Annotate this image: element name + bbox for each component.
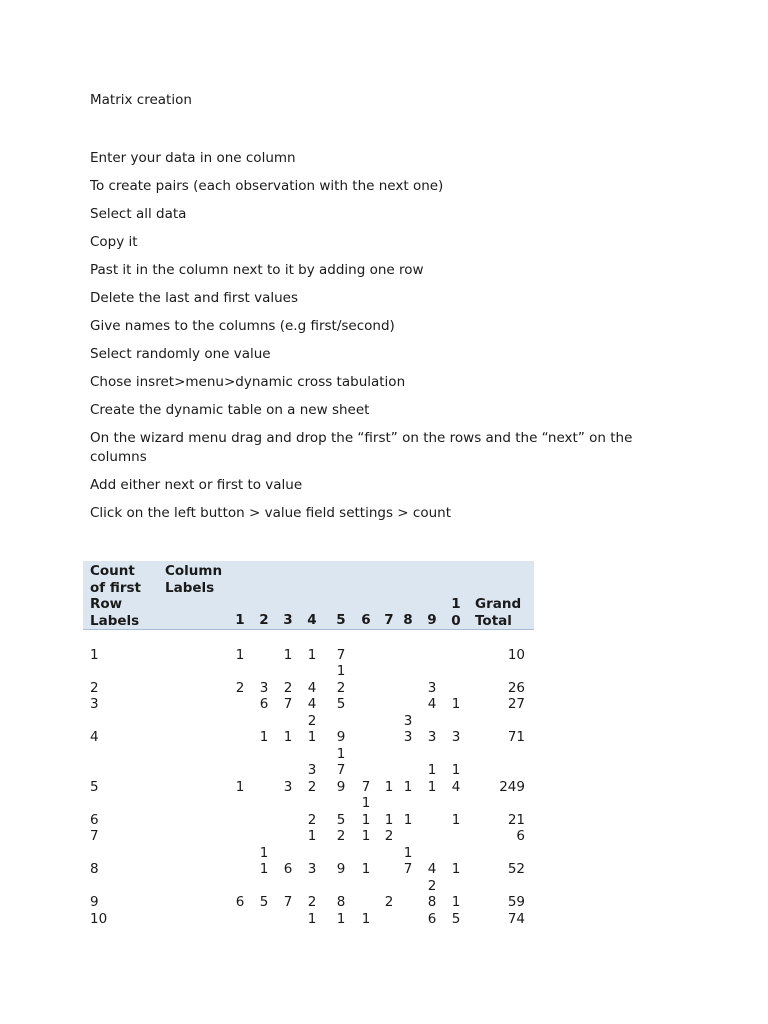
- table-cell: 2: [384, 894, 394, 910]
- grand-total-cell: 6: [516, 828, 525, 844]
- pivot-table: [83, 561, 534, 927]
- table-cell: 2: [427, 877, 437, 894]
- table-row: [83, 729, 534, 746]
- instruction-step: Delete the last and first values: [90, 290, 299, 306]
- grand-total-cell: 10: [507, 646, 525, 663]
- row-label: 8: [90, 861, 99, 877]
- table-row: [83, 680, 534, 697]
- table-cell: 6: [427, 910, 437, 927]
- table-row: [83, 911, 534, 928]
- table-cell: 3: [307, 762, 317, 778]
- table-cell: 7: [283, 894, 293, 910]
- table-cell: 5: [336, 811, 346, 828]
- instruction-step: Copy it: [90, 234, 138, 250]
- table-cell: 7: [336, 646, 346, 663]
- instruction-step: Select all data: [90, 206, 187, 222]
- row-label: 2: [90, 679, 99, 696]
- column-header: 8: [403, 612, 413, 628]
- column-header: 5: [336, 612, 346, 628]
- column-header: 6: [361, 612, 371, 628]
- table-cell: 5: [336, 696, 346, 712]
- table-cell: 2: [235, 679, 245, 696]
- column-header: 3: [283, 612, 293, 628]
- pivot-table-header: [83, 561, 534, 630]
- table-cell: 5: [259, 894, 269, 910]
- table-cell: 2: [384, 828, 394, 844]
- table-cell: 9: [336, 778, 346, 795]
- table-cell: 1: [361, 811, 371, 828]
- table-row: [83, 845, 534, 862]
- instruction-step: To create pairs (each observation with the next one): [90, 178, 444, 194]
- table-cell: 6: [283, 861, 293, 877]
- table-row: [83, 894, 534, 911]
- table-cell: 2: [336, 679, 346, 696]
- table-cell: 2: [307, 712, 317, 729]
- column-header: 1 0: [451, 596, 461, 629]
- column-header: 4: [307, 612, 317, 628]
- table-row: [83, 795, 534, 812]
- table-cell: 7: [336, 762, 346, 778]
- table-cell: 3: [427, 679, 437, 696]
- table-cell: 1: [403, 778, 413, 795]
- grand-total-cell: 52: [507, 861, 525, 877]
- table-row: [83, 746, 534, 763]
- table-cell: 3: [259, 679, 269, 696]
- table-cell: 1: [336, 663, 346, 679]
- row-label: 7: [90, 828, 99, 844]
- table-row: [83, 812, 534, 829]
- table-cell: 1: [361, 795, 371, 811]
- table-cell: 1: [451, 861, 461, 877]
- table-cell: 1: [384, 811, 394, 828]
- table-cell: 1: [403, 811, 413, 828]
- table-cell: 3: [307, 861, 317, 877]
- table-cell: 4: [427, 696, 437, 712]
- table-row: [83, 630, 534, 647]
- table-cell: 2: [336, 828, 346, 844]
- table-row: [83, 663, 534, 680]
- table-cell: 9: [336, 729, 346, 745]
- table-cell: 7: [283, 696, 293, 712]
- table-cell: 3: [283, 778, 293, 795]
- table-cell: 1: [307, 646, 317, 663]
- table-cell: 1: [259, 729, 269, 745]
- row-label: 3: [90, 696, 99, 712]
- table-cell: 1: [451, 762, 461, 778]
- table-cell: 9: [336, 861, 346, 877]
- table-cell: 1: [259, 844, 269, 861]
- table-cell: 1: [451, 696, 461, 712]
- table-row: [83, 828, 534, 845]
- column-header: 2: [259, 612, 269, 628]
- instruction-step: On the wizard menu drag and drop the “first” on the rows and the “next” on the columns: [90, 430, 633, 465]
- table-cell: 6: [259, 696, 269, 712]
- instruction-steps: [90, 149, 670, 532]
- table-cell: 1: [235, 778, 245, 795]
- row-label: 10: [90, 910, 108, 927]
- column-header: 9: [427, 612, 437, 628]
- table-cell: 1: [283, 646, 293, 663]
- table-cell: 1: [307, 729, 317, 745]
- table-cell: 2: [283, 679, 293, 696]
- table-cell: 7: [403, 861, 413, 877]
- table-cell: 1: [361, 861, 371, 877]
- grand-total-cell: 71: [507, 729, 525, 745]
- table-cell: 2: [307, 778, 317, 795]
- column-header: 1: [235, 612, 245, 628]
- table-row: [83, 713, 534, 730]
- count-row-labels-header: Count of first Row Labels: [90, 563, 142, 629]
- table-cell: 5: [451, 910, 461, 927]
- table-row: [83, 878, 534, 895]
- table-cell: 1: [361, 910, 371, 927]
- instruction-step: Create the dynamic table on a new sheet: [90, 402, 370, 418]
- table-cell: 2: [307, 811, 317, 828]
- table-cell: 1: [235, 646, 245, 663]
- instruction-step: Past it in the column next to it by adding one row: [90, 262, 424, 278]
- grand-total-cell: 26: [507, 679, 525, 696]
- table-cell: 1: [259, 861, 269, 877]
- table-cell: 1: [451, 894, 461, 910]
- grand-total-header: Grand Total: [475, 596, 522, 629]
- column-labels-header: Column Labels: [165, 563, 223, 596]
- grand-total-cell: 249: [499, 778, 525, 795]
- table-cell: 1: [283, 729, 293, 745]
- row-label: 9: [90, 894, 99, 910]
- table-row: [83, 647, 534, 664]
- table-cell: 6: [235, 894, 245, 910]
- table-cell: 8: [427, 894, 437, 910]
- table-cell: 7: [361, 778, 371, 795]
- row-label: 6: [90, 811, 99, 828]
- table-cell: 1: [307, 910, 317, 927]
- table-cell: 3: [403, 712, 413, 729]
- table-cell: 1: [451, 811, 461, 828]
- instruction-step: Add either next or first to value: [90, 477, 303, 493]
- instruction-step: Select randomly one value: [90, 346, 271, 362]
- instruction-step: Give names to the columns (e.g first/second): [90, 318, 395, 334]
- table-cell: 4: [307, 679, 317, 696]
- grand-total-cell: 74: [507, 910, 525, 927]
- table-cell: 1: [336, 910, 346, 927]
- table-row: [83, 779, 534, 796]
- column-header: 7: [384, 612, 394, 628]
- table-cell: 1: [427, 762, 437, 778]
- grand-total-cell: 21: [507, 811, 525, 828]
- table-cell: 1: [403, 844, 413, 861]
- table-cell: 2: [307, 894, 317, 910]
- table-cell: 1: [361, 828, 371, 844]
- table-row: [83, 861, 534, 878]
- table-cell: 1: [427, 778, 437, 795]
- pivot-table-body: [83, 630, 534, 927]
- table-cell: 3: [451, 729, 461, 745]
- table-cell: 3: [403, 729, 413, 745]
- row-label: 5: [90, 778, 99, 795]
- grand-total-cell: 59: [507, 894, 525, 910]
- table-cell: 8: [336, 894, 346, 910]
- table-cell: 4: [427, 861, 437, 877]
- table-cell: 1: [336, 745, 346, 762]
- instruction-step: Chose insret>menu>dynamic cross tabulation: [90, 374, 406, 390]
- table-cell: 1: [307, 828, 317, 844]
- document-title: Matrix creation: [90, 92, 192, 108]
- table-cell: 1: [384, 778, 394, 795]
- row-label: 4: [90, 729, 99, 745]
- row-label: 1: [90, 646, 99, 663]
- table-row: [83, 762, 534, 779]
- instruction-step: Click on the left button > value field settings > count: [90, 505, 451, 521]
- table-cell: 4: [307, 696, 317, 712]
- instruction-step: Enter your data in one column: [90, 150, 296, 166]
- table-cell: 3: [427, 729, 437, 745]
- table-row: [83, 696, 534, 713]
- table-cell: 4: [451, 778, 461, 795]
- grand-total-cell: 27: [507, 696, 525, 712]
